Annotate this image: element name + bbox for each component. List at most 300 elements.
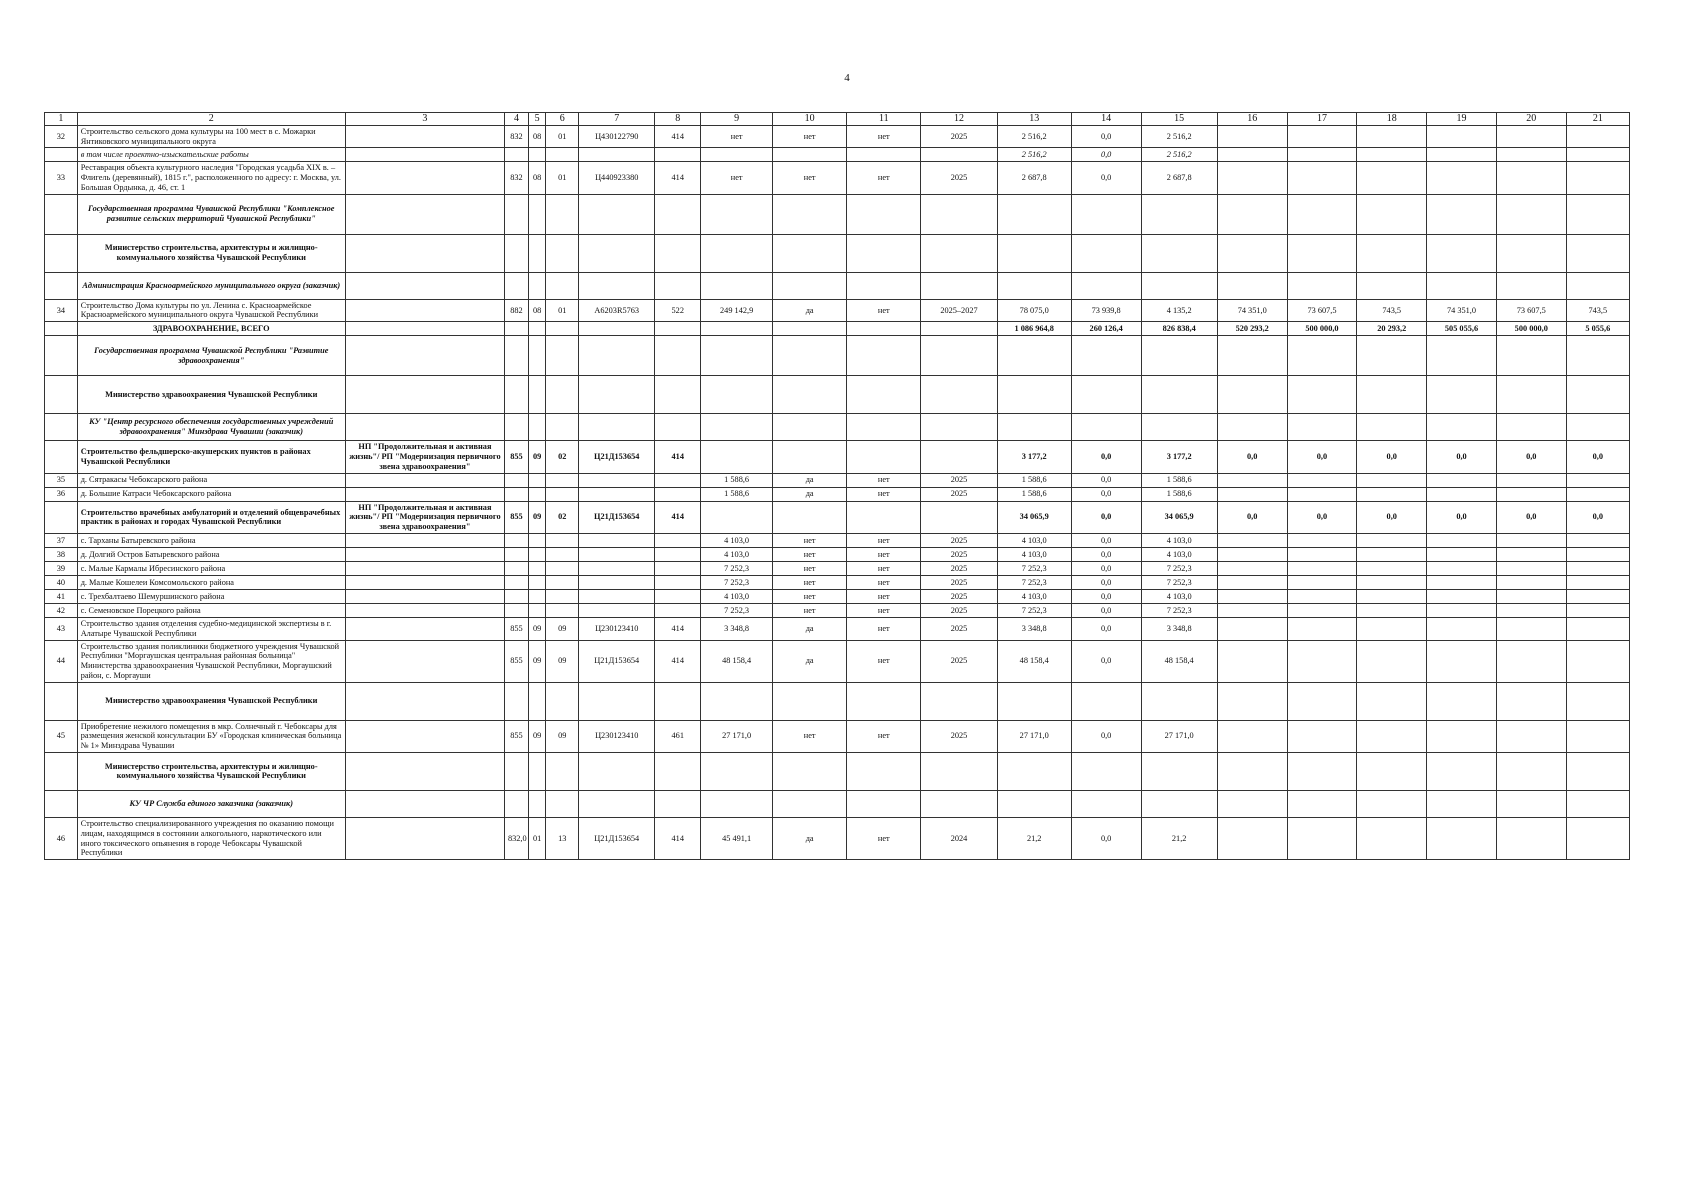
empty-cell (701, 682, 773, 720)
table-row (45, 234, 1630, 272)
cell-c10: нет (773, 125, 847, 148)
empty-cell (1287, 234, 1357, 272)
empty-cell (504, 234, 528, 272)
cell-c11: нет (847, 561, 921, 575)
cell-c17 (1287, 561, 1357, 575)
cell-c13: 34 065,9 (997, 501, 1071, 533)
cell-c14: 0,0 (1071, 125, 1141, 148)
cell-c13: 2 516,2 (997, 125, 1071, 148)
cell-c9: 7 252,3 (701, 561, 773, 575)
cell-c18 (1357, 589, 1427, 603)
cell-c10 (773, 441, 847, 473)
empty-cell (773, 752, 847, 790)
cell-c12: 2025 (921, 603, 997, 617)
cell-c5: 08 (528, 162, 545, 194)
cell-c19 (1427, 589, 1497, 603)
empty-cell (345, 336, 504, 376)
cell-c11: нет (847, 299, 921, 322)
cell-c4: 855 (504, 720, 528, 752)
empty-cell (579, 234, 655, 272)
empty-cell (1566, 376, 1629, 414)
program-cell (345, 533, 504, 547)
cell-c21 (1566, 575, 1629, 589)
program-cell (345, 473, 504, 487)
header-cell: 19 (1427, 113, 1497, 126)
cell-c9: 4 103,0 (701, 589, 773, 603)
header-cell: 17 (1287, 113, 1357, 126)
empty-cell (1141, 414, 1217, 441)
total-value: 505 055,6 (1427, 322, 1497, 336)
cell-c11: нет (847, 125, 921, 148)
cell-c6: 01 (546, 299, 579, 322)
cell-c4 (504, 561, 528, 575)
cell-c13: 78 075,0 (997, 299, 1071, 322)
cell-c16 (1217, 561, 1287, 575)
empty-cell (504, 414, 528, 441)
cell-c14: 0,0 (1071, 817, 1141, 859)
cell-c15: 7 252,3 (1141, 575, 1217, 589)
empty-cell (528, 272, 545, 299)
cell-c17 (1287, 575, 1357, 589)
cell-c9: 7 252,3 (701, 575, 773, 589)
cell-c13: 2 687,8 (997, 162, 1071, 194)
cell-c6 (546, 487, 579, 501)
cell-c6: 01 (546, 162, 579, 194)
cell-c12 (921, 441, 997, 473)
empty-cell (1071, 234, 1141, 272)
cell-c8: 414 (655, 501, 701, 533)
empty-cell (655, 752, 701, 790)
object-name: д. Малые Кошелеи Комсомольского района (77, 575, 345, 589)
table-row (45, 322, 1630, 336)
empty-cell (655, 322, 701, 336)
empty-cell (1566, 752, 1629, 790)
cell-c21 (1566, 720, 1629, 752)
empty-cell (1566, 194, 1629, 234)
cell-c6 (546, 148, 579, 162)
cell-c7: Ц430122790 (579, 125, 655, 148)
table-row (45, 194, 1630, 234)
header-cell: 8 (655, 113, 701, 126)
program-cell (345, 817, 504, 859)
empty-cell (997, 194, 1071, 234)
empty-cell (345, 682, 504, 720)
cell-c12: 2025 (921, 561, 997, 575)
empty-cell (1496, 234, 1566, 272)
cell-c4 (504, 603, 528, 617)
cell-c14: 0,0 (1071, 473, 1141, 487)
cell-c7: А6203R5763 (579, 299, 655, 322)
cell-c20 (1496, 589, 1566, 603)
program-cell (345, 589, 504, 603)
empty-cell (1071, 194, 1141, 234)
empty-cell (1071, 336, 1141, 376)
empty-cell (773, 234, 847, 272)
cell-c10: да (773, 617, 847, 640)
cell-c13: 2 516,2 (997, 148, 1071, 162)
empty-cell (546, 414, 579, 441)
empty-cell (847, 194, 921, 234)
empty-cell (1287, 376, 1357, 414)
empty-cell (546, 194, 579, 234)
empty-cell (921, 194, 997, 234)
cell-c7 (579, 533, 655, 547)
cell-c10 (773, 148, 847, 162)
cell-c20: 0,0 (1496, 441, 1566, 473)
empty-cell (504, 682, 528, 720)
empty-cell (504, 336, 528, 376)
empty-cell (1357, 272, 1427, 299)
cell-c11 (847, 441, 921, 473)
empty-cell (1357, 194, 1427, 234)
cell-c21 (1566, 617, 1629, 640)
cell-c4: 855 (504, 617, 528, 640)
table-row (45, 575, 1630, 589)
row-number: 34 (45, 299, 78, 322)
empty-cell (997, 414, 1071, 441)
cell-c13: 48 158,4 (997, 640, 1071, 682)
cell-c15: 1 588,6 (1141, 473, 1217, 487)
empty-cell (921, 234, 997, 272)
object-name: в том числе проектно-изыскательские работы (77, 148, 345, 162)
cell-c17 (1287, 720, 1357, 752)
cell-c5: 01 (528, 817, 545, 859)
empty-cell (773, 414, 847, 441)
cell-c7 (579, 575, 655, 589)
cell-c8: 414 (655, 162, 701, 194)
header-cell: 11 (847, 113, 921, 126)
cell-c5 (528, 533, 545, 547)
object-name: Строительство Дома культуры по ул. Ленина с. Красноармейское Красноармейского муниципального округа Чувашской Республики (77, 299, 345, 322)
empty-cell (1287, 682, 1357, 720)
cell-c4: 855 (504, 441, 528, 473)
row-number (45, 322, 78, 336)
cell-c11: нет (847, 547, 921, 561)
empty-cell (1141, 272, 1217, 299)
cell-c8: 414 (655, 640, 701, 682)
cell-c5 (528, 487, 545, 501)
cell-c6: 01 (546, 125, 579, 148)
table-row (45, 473, 1630, 487)
cell-c15: 4 103,0 (1141, 547, 1217, 561)
row-number: 32 (45, 125, 78, 148)
cell-c6 (546, 575, 579, 589)
row-number (45, 272, 78, 299)
table-row (45, 533, 1630, 547)
cell-c15: 4 135,2 (1141, 299, 1217, 322)
cell-c4: 832,0 (504, 817, 528, 859)
empty-cell (504, 322, 528, 336)
cell-c20 (1496, 640, 1566, 682)
cell-c9: 249 142,9 (701, 299, 773, 322)
cell-c19 (1427, 533, 1497, 547)
cell-c8: 414 (655, 617, 701, 640)
cell-c13: 3 348,8 (997, 617, 1071, 640)
table-row (45, 547, 1630, 561)
header-row (45, 113, 1630, 126)
header-cell: 6 (546, 113, 579, 126)
cell-c9: 45 491,1 (701, 817, 773, 859)
empty-cell (1287, 414, 1357, 441)
cell-c14: 0,0 (1071, 162, 1141, 194)
header-cell: 16 (1217, 113, 1287, 126)
total-heading: ЗДРАВООХРАНЕНИЕ, ВСЕГО (77, 322, 345, 336)
cell-c5 (528, 547, 545, 561)
cell-c5: 09 (528, 501, 545, 533)
cell-c15: 2 687,8 (1141, 162, 1217, 194)
cell-c11 (847, 148, 921, 162)
cell-c18 (1357, 162, 1427, 194)
cell-c8: 414 (655, 125, 701, 148)
empty-cell (921, 682, 997, 720)
empty-cell (997, 376, 1071, 414)
empty-cell (847, 682, 921, 720)
cell-c13: 1 588,6 (997, 473, 1071, 487)
table-row (45, 272, 1630, 299)
cell-c18 (1357, 547, 1427, 561)
cell-c19 (1427, 575, 1497, 589)
empty-cell (655, 194, 701, 234)
cell-c12 (921, 501, 997, 533)
empty-cell (528, 194, 545, 234)
cell-c17: 0,0 (1287, 441, 1357, 473)
header-cell: 14 (1071, 113, 1141, 126)
empty-cell (1427, 752, 1497, 790)
empty-cell (1217, 376, 1287, 414)
table-row (45, 125, 1630, 148)
empty-cell (997, 234, 1071, 272)
cell-c8 (655, 148, 701, 162)
cell-c17 (1287, 817, 1357, 859)
empty-cell (528, 414, 545, 441)
cell-c4: 882 (504, 299, 528, 322)
cell-c5: 09 (528, 617, 545, 640)
object-name: с. Трехбалтаево Шемуршинского района (77, 589, 345, 603)
cell-c20 (1496, 817, 1566, 859)
cell-c11: нет (847, 575, 921, 589)
empty-cell (1496, 376, 1566, 414)
cell-c10: да (773, 487, 847, 501)
total-value: 826 838,4 (1141, 322, 1217, 336)
empty-cell (847, 336, 921, 376)
row-number: 43 (45, 617, 78, 640)
header-cell: 9 (701, 113, 773, 126)
empty-cell (1427, 234, 1497, 272)
cell-c7 (579, 473, 655, 487)
cell-c19 (1427, 617, 1497, 640)
cell-c21 (1566, 162, 1629, 194)
empty-cell (655, 790, 701, 817)
empty-cell (1496, 414, 1566, 441)
cell-c6 (546, 561, 579, 575)
empty-cell (1217, 234, 1287, 272)
cell-c16 (1217, 487, 1287, 501)
cell-c12: 2025 (921, 589, 997, 603)
cell-c17 (1287, 533, 1357, 547)
header-cell: 3 (345, 113, 504, 126)
program-cell (345, 148, 504, 162)
section-heading: Государственная программа Чувашской Республики "Комплексное развитие сельских территорий Чувашской Республики" (77, 194, 345, 234)
row-number: 46 (45, 817, 78, 859)
empty-cell (701, 752, 773, 790)
cell-c9: 1 588,6 (701, 487, 773, 501)
cell-c17 (1287, 617, 1357, 640)
cell-c21 (1566, 640, 1629, 682)
cell-c8 (655, 547, 701, 561)
cell-c20 (1496, 561, 1566, 575)
cell-c19 (1427, 547, 1497, 561)
object-name: с. Малые Кармалы Ибресинского района (77, 561, 345, 575)
empty-cell (701, 234, 773, 272)
cell-c14: 0,0 (1071, 441, 1141, 473)
cell-c4 (504, 148, 528, 162)
cell-c10: нет (773, 603, 847, 617)
empty-cell (1141, 376, 1217, 414)
cell-c21 (1566, 473, 1629, 487)
empty-cell (1071, 376, 1141, 414)
object-name: Строительство врачебных амбулаторий и отделений общеврачебных практик в районах и городах Чувашской Республики (77, 501, 345, 533)
table-row (45, 720, 1630, 752)
cell-c11: нет (847, 603, 921, 617)
cell-c4 (504, 589, 528, 603)
cell-c4 (504, 473, 528, 487)
cell-c20 (1496, 575, 1566, 589)
cell-c19 (1427, 561, 1497, 575)
cell-c9: 4 103,0 (701, 547, 773, 561)
cell-c17: 0,0 (1287, 501, 1357, 533)
empty-cell (847, 272, 921, 299)
cell-c15: 34 065,9 (1141, 501, 1217, 533)
total-value: 500 000,0 (1496, 322, 1566, 336)
cell-c19 (1427, 640, 1497, 682)
cell-c15: 2 516,2 (1141, 148, 1217, 162)
empty-cell (345, 322, 504, 336)
empty-cell (997, 752, 1071, 790)
cell-c16 (1217, 603, 1287, 617)
cell-c10: да (773, 817, 847, 859)
cell-c10: нет (773, 561, 847, 575)
empty-cell (546, 790, 579, 817)
cell-c14: 0,0 (1071, 720, 1141, 752)
cell-c16 (1217, 575, 1287, 589)
empty-cell (701, 272, 773, 299)
row-number: 38 (45, 547, 78, 561)
table-row (45, 603, 1630, 617)
cell-c20 (1496, 487, 1566, 501)
row-number (45, 234, 78, 272)
cell-c11: нет (847, 533, 921, 547)
cell-c9: 48 158,4 (701, 640, 773, 682)
cell-c16 (1217, 162, 1287, 194)
header-cell: 4 (504, 113, 528, 126)
cell-c14: 0,0 (1071, 640, 1141, 682)
cell-c12: 2025 (921, 533, 997, 547)
row-number (45, 336, 78, 376)
empty-cell (345, 752, 504, 790)
table-row (45, 682, 1630, 720)
cell-c9: 27 171,0 (701, 720, 773, 752)
empty-cell (1071, 752, 1141, 790)
empty-cell (773, 336, 847, 376)
cell-c10: нет (773, 533, 847, 547)
empty-cell (579, 322, 655, 336)
cell-c14: 0,0 (1071, 547, 1141, 561)
program-cell (345, 640, 504, 682)
cell-c14: 0,0 (1071, 575, 1141, 589)
cell-c5 (528, 473, 545, 487)
cell-c5: 09 (528, 640, 545, 682)
program-cell (345, 575, 504, 589)
cell-c20 (1496, 473, 1566, 487)
cell-c7 (579, 148, 655, 162)
empty-cell (655, 272, 701, 299)
cell-c20: 0,0 (1496, 501, 1566, 533)
cell-c14: 0,0 (1071, 617, 1141, 640)
cell-c10: нет (773, 589, 847, 603)
cell-c17 (1287, 603, 1357, 617)
header-cell: 2 (77, 113, 345, 126)
empty-cell (1427, 414, 1497, 441)
cell-c21 (1566, 589, 1629, 603)
cell-c14: 0,0 (1071, 561, 1141, 575)
cell-c18: 0,0 (1357, 441, 1427, 473)
cell-c9: 7 252,3 (701, 603, 773, 617)
empty-cell (546, 682, 579, 720)
cell-c19: 74 351,0 (1427, 299, 1497, 322)
empty-cell (921, 322, 997, 336)
cell-c12: 2025 (921, 162, 997, 194)
cell-c18 (1357, 817, 1427, 859)
table-row (45, 299, 1630, 322)
row-number (45, 682, 78, 720)
cell-c20 (1496, 603, 1566, 617)
empty-cell (504, 790, 528, 817)
empty-cell (1141, 194, 1217, 234)
empty-cell (579, 336, 655, 376)
program-cell (345, 617, 504, 640)
cell-c19 (1427, 148, 1497, 162)
cell-c20 (1496, 547, 1566, 561)
cell-c16 (1217, 640, 1287, 682)
empty-cell (546, 234, 579, 272)
empty-cell (1427, 194, 1497, 234)
object-name: с. Тарханы Батыревского района (77, 533, 345, 547)
section-heading: Министерство строительства, архитектуры и жилищно-коммунального хозяйства Чувашской Республики (77, 752, 345, 790)
empty-cell (847, 790, 921, 817)
empty-cell (1427, 336, 1497, 376)
empty-cell (528, 322, 545, 336)
section-heading: Министерство здравоохранения Чувашской Республики (77, 376, 345, 414)
cell-c7 (579, 561, 655, 575)
empty-cell (1496, 682, 1566, 720)
empty-cell (773, 376, 847, 414)
cell-c4: 855 (504, 501, 528, 533)
row-number: 35 (45, 473, 78, 487)
empty-cell (1217, 752, 1287, 790)
cell-c7 (579, 547, 655, 561)
header-cell: 12 (921, 113, 997, 126)
empty-cell (921, 790, 997, 817)
cell-c12: 2025 (921, 575, 997, 589)
empty-cell (1357, 414, 1427, 441)
object-name: Реставрация объекта культурного наследия "Городская усадьба XIX в. – Флигель (деревянный), 1815 г.", расположенного по адресу: г. Москва, ул. Большая Ордынка, д. 46, ст. 1 (77, 162, 345, 194)
cell-c14: 0,0 (1071, 603, 1141, 617)
cell-c7: Ц21Д153654 (579, 640, 655, 682)
program-cell: НП "Продолжительная и активная жизнь"/ РП "Модернизация первичного звена здравоохранения" (345, 441, 504, 473)
empty-cell (655, 414, 701, 441)
cell-c18 (1357, 720, 1427, 752)
cell-c9: нет (701, 162, 773, 194)
